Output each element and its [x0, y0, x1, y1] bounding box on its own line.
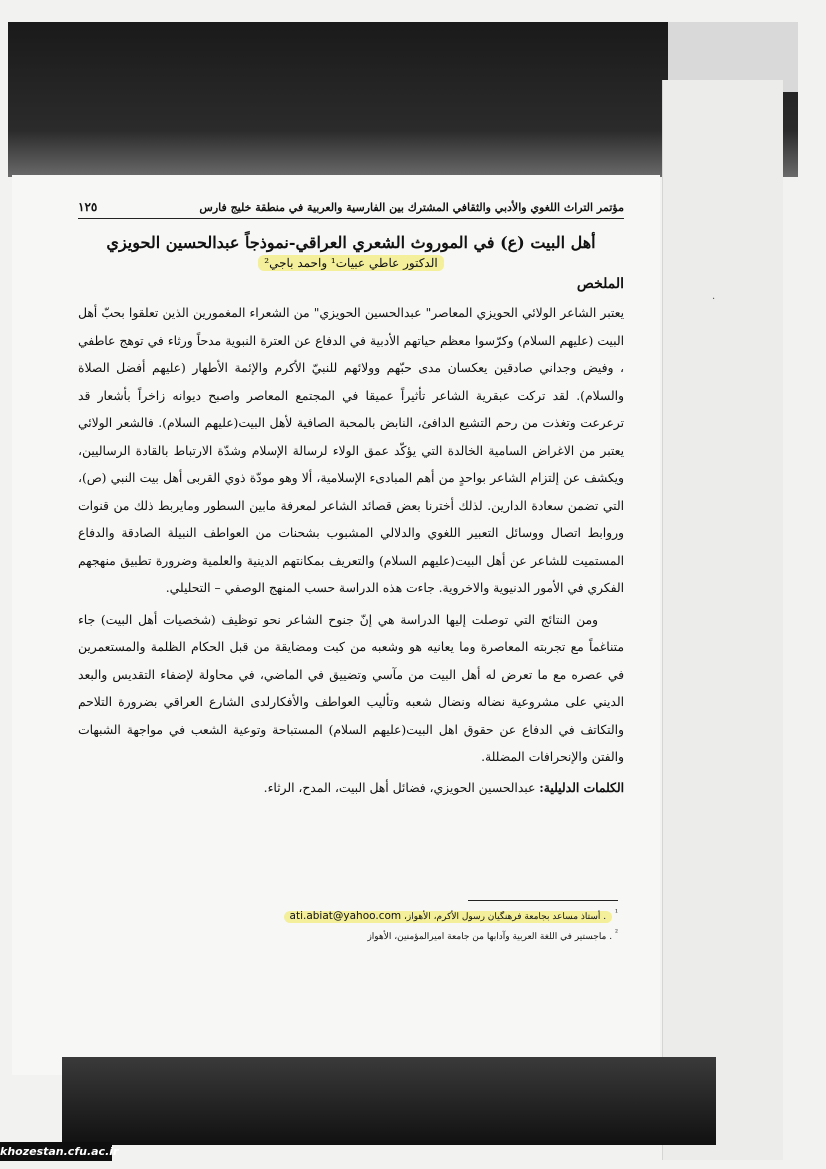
authors-highlighted: الدكتور عاطي عبيات¹ واحمد باجي² [258, 255, 443, 271]
footnote-1-mark: ¹ [614, 908, 618, 917]
article-authors [78, 256, 624, 270]
running-header [78, 200, 624, 219]
footnotes [268, 900, 618, 945]
footnote-1-text: . أستاذ مساعد بجامعة فرهنگيان رسول الأكرم، الأهواز، [404, 912, 607, 922]
footnote-1-highlight [284, 911, 613, 923]
page-content [78, 200, 624, 800]
site-watermark: khozestan.cfu.ac.ir [0, 1142, 112, 1161]
keywords-line [78, 776, 624, 800]
keywords-list: عبدالحسين الحويزي، فضائل أهل البيت، المدح، الرثاء. [263, 780, 536, 795]
scan-right-paper-edge [662, 80, 783, 1160]
page-number: ١٢٥ [78, 200, 98, 214]
footnote-1 [268, 905, 618, 925]
article-title: أهل البيت (ع) في الموروث الشعري العراقي-نموذجاً عبدالحسين الحويزي [106, 233, 596, 252]
running-title: مؤتمر التراث اللغوي والأدبي والثقافي المشترك بين الفارسية والعربية في منطقة خليج فارس [199, 201, 624, 214]
keywords-label: الكلمات الدليلية: [539, 779, 624, 795]
scan-bottom-shadow [62, 1057, 716, 1145]
abstract-heading: الملخص [576, 276, 624, 292]
abstract-paragraph-2: ومن النتائج التي توصلت إليها الدراسة هي إنّ جنوح الشاعر نحو توظيف (شخصيات أهل البيت) جاء متناغماً مع تجربته المعاصرة وما يعانيه هو وشعبه من كبت ومضايقة من قبل الحكام الظلمة والمستعمرين في عصره مع ما تعرض له أهل البيت من مآسي وتضييق في الماضي، في محاولة لإضفاء التقديس والبعد الديني على مشروعية نضاله ونضال شعبه وتأليب العواطف والأفكارلدى الشارع العراقي بضرورة التلاحم والتكاتف في الدفاع عن حقوق اهل البيت(عليهم السلام) المستباحة وتوعية الشعب في مواجهة الشبهات والفتن والإنحرافات المضللة. [78, 612, 624, 764]
footnote-1-email: ati.abiat@yahoo.com [289, 910, 402, 922]
footnote-2-mark: ² [614, 928, 618, 937]
footnote-rule [468, 900, 618, 901]
footnote-2 [268, 925, 618, 945]
abstract-paragraph-1: يعتبر الشاعر الولائي الحويزي المعاصر" عبدالحسين الحويزي" من الشعراء المغمورين الذين تعلقوا بحبّ أهل البيت (عليهم السلام) وكرّسوا معظم حياتهم الأدبية في الدفاع عن العترة النبوية مدحاً ورثاء في توهج عاطفي ، وفيض وجداني صادقين يعكسان مدى حبّهم وولائهم للنبيّ الأكرم والإئمة الأطهار (عليهم أفضل الصلاة والسلام). لقد تركت عبقرية الشاعر تأثيراً عميقا في المجتمع المعاصر واصبح ديوانه زاخراً بأشعار قد ترعرعت وتغذت من رحم التشيع الدافئ، النابض بالمحبة الصافية لأهل البيت(عليهم السلام). فالشعر الولائي يعتبر من الاغراض السامية الخالدة التي يؤكّد عمق الولاء لرسالة الإسلام وشدّة الارتباط بالقادة الرساليين، ويكشف عن إلتزام الشاعر بواحدٍ من أهم المبادىء الإسلامية، ألا وهو مودّة ذوي القربى أهل بيت النبي (ص)، التي تضمن سعادة الدارين. لذلك أخترنا بعض قصائد الشاعر لمعرفة مابين السطور ومايربط ذلك من قنوات وروابط اتصال ووسائل التعبير اللغوي والدلالي المشبوب بشحنات من العواطف النبيلة الصادقة والدفاع المستميت للشاعر عن أهل البيت(عليهم السلام) والتعريف بمكانتهم الدينية والعلمية وضرورة تطبيق منهجهم الفكري في الأمور الدنيوية والاخروية. جاءت هذه الدراسة حسب المنهج الوصفي – التحليلي. [78, 306, 624, 595]
scan-speck: · [712, 294, 716, 305]
footnote-2-text: . ماجستير في اللغة العربية وآدابها من جامعة اميرالمؤمنين، الأهواز [367, 932, 613, 942]
